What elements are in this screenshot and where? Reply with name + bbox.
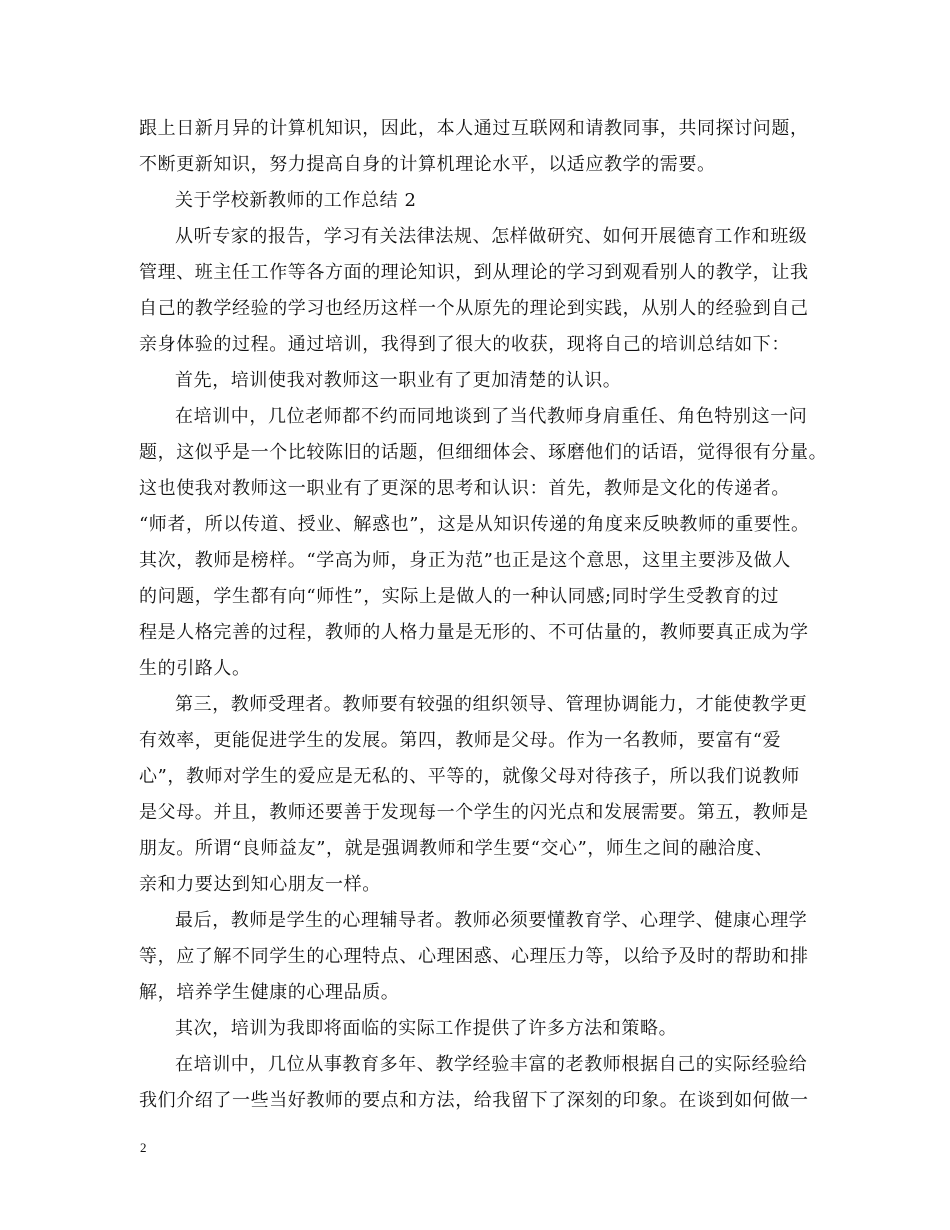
page-number: 2 bbox=[140, 1140, 147, 1155]
section-heading: 关于学校新教师的工作总结 2 bbox=[175, 190, 417, 211]
text-line: 等，应了解不同学生的心理特点、心理困惑、心理压力等，以给予及时的帮助和排 bbox=[139, 946, 809, 967]
text-line: 题，这似乎是一个比较陈旧的话题，但细细体会、琢磨他们的话语，觉得很有分量。 bbox=[139, 442, 828, 463]
text-line: 从听专家的报告，学习有关法律法规、怎样做研究、如何开展德育工作和班级 bbox=[175, 226, 808, 247]
text-line: 最后，教师是学生的心理辅导者。教师必须要懂教育学、心理学、健康心理学 bbox=[175, 910, 808, 931]
text-line: 解，培养学生健康的心理品质。 bbox=[139, 982, 400, 1003]
text-line: 在培训中，几位从事教育多年、教学经验丰富的老教师根据自己的实际经验给 bbox=[175, 1054, 808, 1075]
text-line: 其次，培训为我即将面临的实际工作提供了许多方法和策略。 bbox=[175, 1018, 678, 1039]
text-line: 自己的教学经验的学习也经历这样一个从原先的理论到实践，从别人的经验到自己 bbox=[139, 298, 809, 319]
text-line: 不断更新知识，努力提高自身的计算机理论水平，以适应教学的需要。 bbox=[139, 154, 716, 175]
text-line: 的问题，学生都有向“师性”，实际上是做人的一种认同感;同时学生受教育的过 bbox=[139, 586, 780, 607]
text-line: 亲和力要达到知心朋友一样。 bbox=[139, 874, 381, 895]
text-line: 这也使我对教师这一职业有了更深的思考和认识：首先，教师是文化的传递者。 bbox=[139, 478, 790, 499]
text-line: 其次，教师是榜样。“学高为师，身正为范”也正是这个意思，这里主要涉及做人 bbox=[139, 550, 792, 571]
text-line: 心”，教师对学生的爱应是无私的、平等的，就像父母对待孩子，所以我们说教师 bbox=[139, 766, 800, 787]
text-line: 第三，教师受理者。教师要有较强的组织领导、管理协调能力，才能使教学更 bbox=[175, 694, 808, 715]
text-line: 朋友。所谓“良师益友”，就是强调教师和学生要“交心”，师生之间的融洽度、 bbox=[139, 838, 774, 859]
text-line: 在培训中，几位老师都不约而同地谈到了当代教师身肩重任、角色特别这一问 bbox=[175, 406, 808, 427]
text-line: 跟上日新月异的计算机知识，因此，本人通过互联网和请教同事，共同探讨问题， bbox=[139, 118, 809, 139]
text-line: 程是人格完善的过程，教师的人格力量是无形的、不可估量的，教师要真正成为学 bbox=[139, 622, 809, 643]
text-line: 是父母。并且，教师还要善于发现每一个学生的闪光点和发展需要。第五，教师是 bbox=[139, 802, 809, 823]
text-line: 首先，培训使我对教师这一职业有了更加清楚的认识。 bbox=[175, 370, 622, 391]
text-line: “师者，所以传道、授业、解惑也”，这是从知识传递的角度来反映教师的重要性。 bbox=[139, 514, 810, 535]
text-line: 有效率，更能促进学生的发展。第四，教师是父母。作为一名教师，要富有“爱 bbox=[139, 730, 782, 751]
text-line: 亲身体验的过程。通过培训，我得到了很大的收获，现将自己的培训总结如下： bbox=[139, 334, 790, 355]
text-line: 管理、班主任工作等各方面的理论知识，到从理论的学习到观看别人的教学，让我 bbox=[139, 262, 809, 283]
text-line: 生的引路人。 bbox=[139, 658, 251, 679]
text-line: 我们介绍了一些当好教师的要点和方法，给我留下了深刻的印象。在谈到如何做一 bbox=[139, 1090, 809, 1111]
